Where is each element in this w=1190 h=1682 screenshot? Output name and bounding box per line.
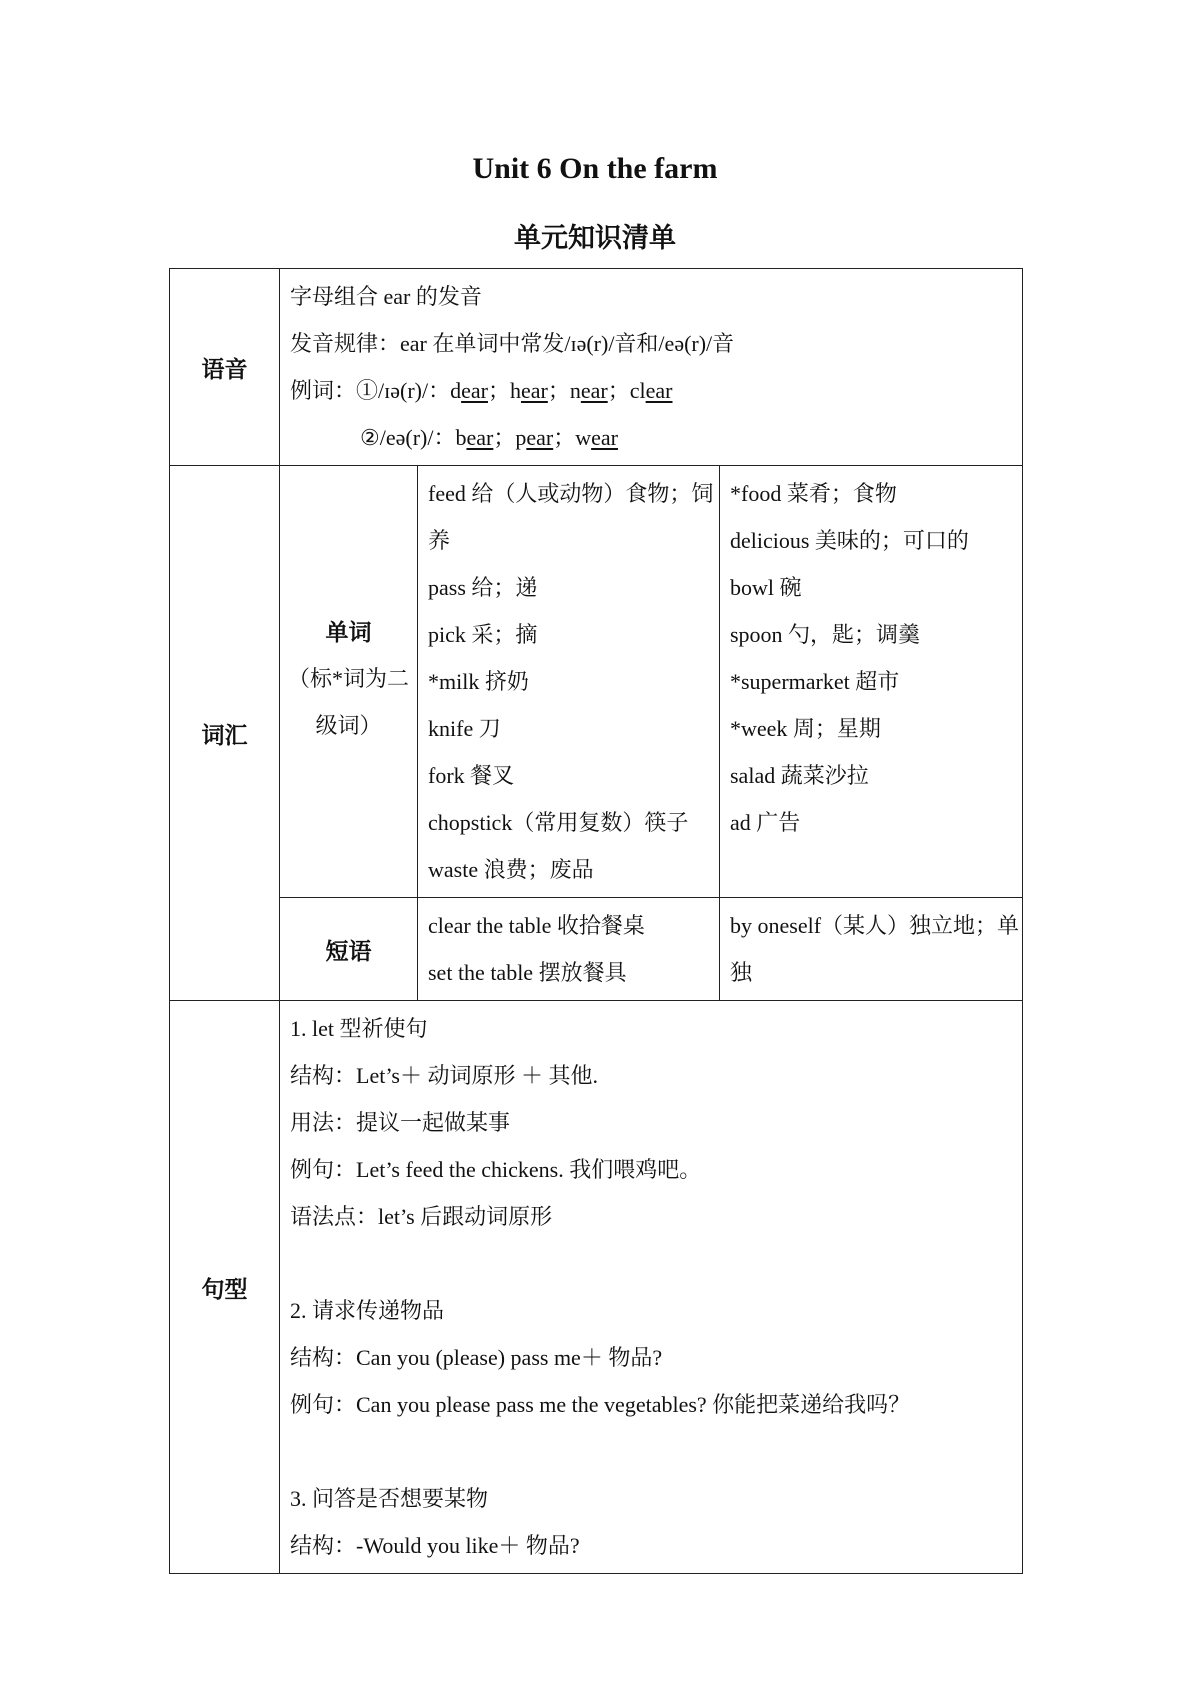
word-item: feed 给（人或动物）食物；饲养 (428, 481, 714, 553)
pronunciation-examples-1: 例词：①/ɪə(r)/：dear；hear；near；clear (290, 378, 673, 403)
word-item: delicious 美味的；可口的 (730, 528, 969, 553)
word-dear: dear (450, 378, 488, 403)
word-item: chopstick（常用复数）筷子 (428, 810, 689, 835)
words-note: （标*词为二级词） (288, 666, 410, 738)
phrases-column-2 (720, 898, 1023, 1001)
phrase-item: set the table 摆放餐具 (428, 960, 627, 985)
word-near: near (569, 378, 608, 403)
vocabulary-phrases-row (170, 898, 1023, 1001)
sentence-2-heading: 2. 请求传递物品 (290, 1298, 445, 1323)
group1-label: ①/ɪə(r)/： (356, 378, 451, 403)
sentence-2-example: 例句：Can you please pass me the vegetables? 你能把菜递给我吗？ (290, 1392, 911, 1417)
category-pronunciation: 语音 (170, 269, 280, 466)
words-column-1 (418, 466, 720, 898)
word-clear: clear (629, 378, 673, 403)
sentence-3-heading: 3. 问答是否想要某物 (290, 1486, 489, 1511)
vocabulary-words-row (170, 466, 1023, 898)
pronunciation-content (280, 269, 1023, 466)
words-title: 单词 (325, 620, 372, 645)
phrase-item: by oneself（某人）独立地；单独 (730, 913, 1020, 985)
word-item: pick 采；摘 (428, 622, 538, 647)
pronunciation-row (170, 269, 1023, 466)
word-hear: hear (509, 378, 548, 403)
example-label: 例词： (290, 378, 357, 403)
phrases-title: 短语 (325, 938, 372, 964)
sentences-row (170, 1001, 1023, 1574)
category-sentences: 句型 (170, 1001, 280, 1574)
word-item: ad 广告 (730, 810, 801, 835)
word-item: *food 菜肴；食物 (730, 481, 897, 506)
word-item: *milk 挤奶 (428, 669, 529, 694)
phrases-column-1 (418, 898, 720, 1001)
word-item: bowl 碗 (730, 575, 802, 600)
pronunciation-rule: 发音规律：ear 在单词中常发/ɪə(r)/音和/eə(r)/音 (290, 331, 735, 356)
word-bear: bear (455, 425, 494, 450)
knowledge-table (169, 268, 1023, 1574)
sentence-1-usage: 用法：提议一起做某事 (290, 1110, 511, 1135)
word-pear: pear (515, 425, 554, 450)
phrase-item: clear the table 收拾餐桌 (428, 913, 645, 938)
category-vocabulary: 词汇 (170, 466, 280, 1001)
word-item: pass 给；递 (428, 575, 538, 600)
sentence-1-heading: 1. let 型祈使句 (290, 1016, 428, 1041)
sentence-1-example: 例句：Let’s feed the chickens. 我们喂鸡吧。 (290, 1157, 702, 1182)
word-item: knife 刀 (428, 716, 501, 741)
page-title: Unit 6 On the farm (472, 152, 718, 185)
sentence-3-structure: 结构：-Would you like＋ 物品? (290, 1533, 580, 1558)
word-item: fork 餐叉 (428, 763, 515, 788)
word-wear: wear (575, 425, 618, 450)
words-label-cell (280, 466, 418, 898)
word-item: *week 周；星期 (730, 716, 881, 741)
sentence-2-structure: 结构：Can you (please) pass me＋ 物品? (290, 1345, 663, 1370)
word-item: *supermarket 超市 (730, 669, 900, 694)
group2-label: ②/eə(r)/： (360, 425, 456, 450)
sentences-content (280, 1001, 1023, 1574)
word-item: salad 蔬菜沙拉 (730, 763, 869, 788)
sentence-1-structure: 结构：Let’s＋ 动词原形 ＋ 其他. (290, 1063, 598, 1088)
phrases-label-cell (280, 898, 418, 1001)
sentence-1-grammar: 语法点：let’s 后跟动词原形 (290, 1204, 553, 1229)
pronunciation-heading: 字母组合 ear 的发音 (290, 284, 482, 309)
word-item: waste 浪费；废品 (428, 857, 594, 882)
page-subtitle: 单元知识清单 (514, 223, 676, 253)
pronunciation-examples-2: ②/eə(r)/：bear；pear；wear (360, 425, 618, 450)
words-column-2 (720, 466, 1023, 898)
word-item: spoon 勺，匙；调羹 (730, 622, 921, 647)
